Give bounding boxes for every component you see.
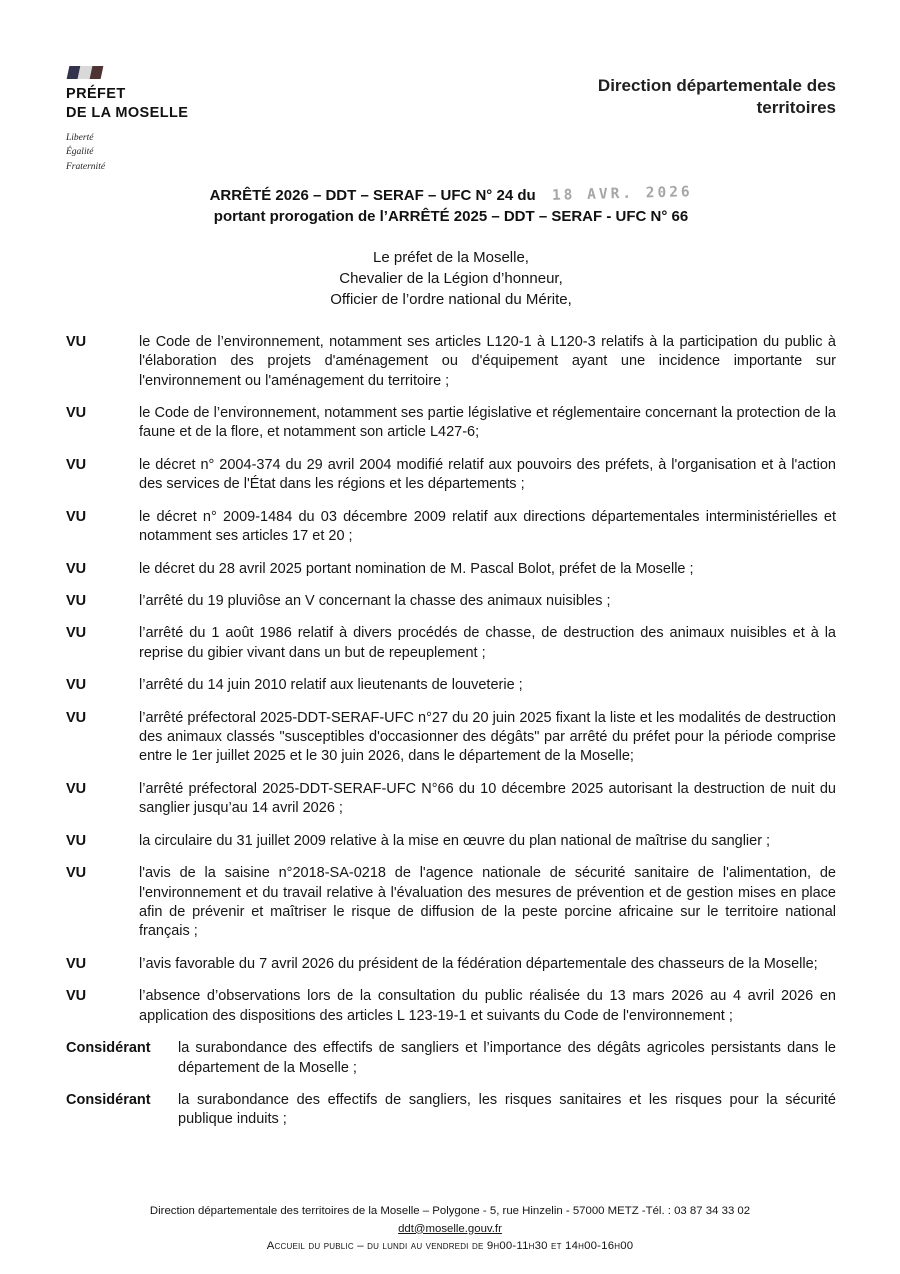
motto-egalite: Égalité <box>66 147 94 158</box>
clause-row <box>66 864 836 942</box>
clause-text: l’arrêté du 1 août 1986 relatif à divers procédés de chasse, de destruction des animaux nuisibles et à la reprise du gibier vivant dans un but de repeuplement ; <box>139 625 836 661</box>
clause-text: le décret n° 2004-374 du 29 avril 2004 modifié relatif aux pouvoirs des préfets, à l'organisation et à l'action des services de l'État dans les régions et les départements ; <box>139 456 836 493</box>
clause-text: le Code de l’environnement, notamment ses articles L120-1 à L120-3 relatifs à la participation du public à l'élaboration des projets d'aménagement ou d'équipement ayant une incidence importante sur l'environnement ou l'aménagement du territoire ; <box>139 333 836 389</box>
clause-text: l’arrêté du 19 pluviôse an V concernant la chasse des animaux nuisibles ; <box>139 592 611 609</box>
clause-label: VU <box>66 333 87 350</box>
department-title: Direction départementale des territoires <box>597 76 836 118</box>
clause-row <box>66 1039 836 1078</box>
clause-label: VU <box>66 508 87 525</box>
clause-text: la surabondance des effectifs de sangliers et l’importance des dégâts agricoles persistants dans le département de la Moselle ; <box>178 1040 836 1076</box>
clause-label: VU <box>66 592 87 609</box>
decree-title-line2: portant prorogation de l’ARRÊTÉ 2025 – DDT – SERAF - UFC N° 66 <box>213 207 689 225</box>
french-flag-icon <box>67 66 104 79</box>
date-stamp: 18 AVR. 2026 <box>551 184 693 204</box>
salutation-line2: Chevalier de la Légion d’honneur, <box>339 270 563 288</box>
clause-label: VU <box>66 560 87 577</box>
clause-row <box>66 676 836 695</box>
clause-label: VU <box>66 709 87 726</box>
clause-label: VU <box>66 780 87 797</box>
clause-row <box>66 709 836 767</box>
salutation-block <box>66 247 836 311</box>
clause-row <box>66 624 836 663</box>
clause-row <box>66 508 836 547</box>
clauses-section <box>66 333 836 1130</box>
clause-label: VU <box>66 456 87 473</box>
salutation-line3: Officier de l’ordre national du Mérite, <box>330 291 572 309</box>
clause-label: VU <box>66 988 87 1005</box>
clause-row <box>66 987 836 1026</box>
prefecture-logo <box>66 66 286 175</box>
clause-row <box>66 955 836 974</box>
page-footer <box>0 1203 900 1256</box>
clause-row <box>66 560 836 579</box>
decree-number: ARRÊTÉ 2026 – DDT – SERAF – UFC N° 24 du <box>209 186 536 204</box>
clause-label: Considérant <box>66 1040 151 1057</box>
page-header <box>66 66 836 175</box>
prefecture-name-line2: DE LA MOSELLE <box>66 104 189 121</box>
clause-label: VU <box>66 832 87 849</box>
clause-row <box>66 592 836 611</box>
clause-text: la circulaire du 31 juillet 2009 relative à la mise en œuvre du plan national de maîtrise du sanglier ; <box>139 832 771 849</box>
prefecture-name-line1: PRÉFET <box>66 86 126 102</box>
clause-label: VU <box>66 677 87 694</box>
clause-row <box>66 333 836 391</box>
clause-label: VU <box>66 955 87 972</box>
clause-text: l’avis favorable du 7 avril 2026 du président de la fédération départementale des chasseurs de la Moselle; <box>139 955 818 972</box>
clause-text: la surabondance des effectifs de sangliers, les risques sanitaires et les risques pour la sécurité publique induits ; <box>178 1091 836 1128</box>
clause-row <box>66 780 836 819</box>
clause-label: Considérant <box>66 1091 151 1108</box>
prefecture-name <box>66 85 286 123</box>
clause-label: VU <box>66 405 87 421</box>
clause-text: le Code de l’environnement, notamment ses partie législative et réglementaire concernant la protection de la faune et de la flore, et notamment son article L427-6; <box>139 405 836 441</box>
clause-row <box>66 456 836 495</box>
republic-motto <box>66 131 286 175</box>
clause-text: l’absence d’observations lors de la consultation du public réalisée du 13 mars 2026 au 4 avril 2026 en application des dispositions des articles L 123-19-1 et suivants du Code de l'environnement ; <box>139 988 836 1024</box>
clause-text: le décret du 28 avril 2025 portant nomination de M. Pascal Bolot, préfet de la Moselle ; <box>139 560 694 577</box>
clause-text: l'avis de la saisine n°2018-SA-0218 de l'agence nationale de sécurité sanitaire de l'alimentation, de l'environnement et du travail relative à l'évaluation des mesures de prévention et de gestion mises en place afin de prévenir et maîtriser le risque de diffusion de la peste porcine africaine sur le territoire national français ; <box>139 865 836 940</box>
clause-label: VU <box>66 865 87 882</box>
salutation-line1: Le préfet de la Moselle, <box>373 248 529 266</box>
motto-liberte: Liberté <box>66 132 94 143</box>
clause-text: l’arrêté préfectoral 2025-DDT-SERAF-UFC n°27 du 20 juin 2025 fixant la liste et les modalités de destruction des animaux classés "susceptibles d'occasionner des dégâts" par arrêté du préfet pour la période comprise entre le 1er juillet 2025 et le 30 juin 2026, dans le département de la Moselle; <box>139 709 836 765</box>
footer-opening-hours: Accueil du public – du lundi au vendredi de 9h00-11h30 et 14h00-16h00 <box>266 1240 634 1253</box>
decree-title <box>66 184 836 225</box>
clause-text: le décret n° 2009-1484 du 03 décembre 2009 relatif aux directions départementales interministérielles et notamment ses articles 17 et 20 ; <box>139 508 836 545</box>
footer-address: Direction départementale des territoires de la Moselle – Polygone - 5, rue Hinzelin - 57000 METZ -Tél. : 03 87 34 33 02 <box>149 1204 751 1217</box>
decree-title-line1 <box>66 184 836 204</box>
clause-text: l’arrêté du 14 juin 2010 relatif aux lieutenants de louveterie ; <box>139 677 523 694</box>
clause-row <box>66 832 836 851</box>
clause-text: l’arrêté préfectoral 2025-DDT-SERAF-UFC N°66 du 10 décembre 2025 autorisant la destruction de nuit du sanglier jusqu’au 14 avril 2026 ; <box>139 780 836 817</box>
motto-fraternite: Fraternité <box>66 162 106 173</box>
footer-email-link[interactable]: ddt@moselle.gouv.fr <box>398 1222 502 1235</box>
clause-row <box>66 1091 836 1130</box>
clause-label: VU <box>66 625 87 642</box>
clause-row <box>66 404 836 443</box>
